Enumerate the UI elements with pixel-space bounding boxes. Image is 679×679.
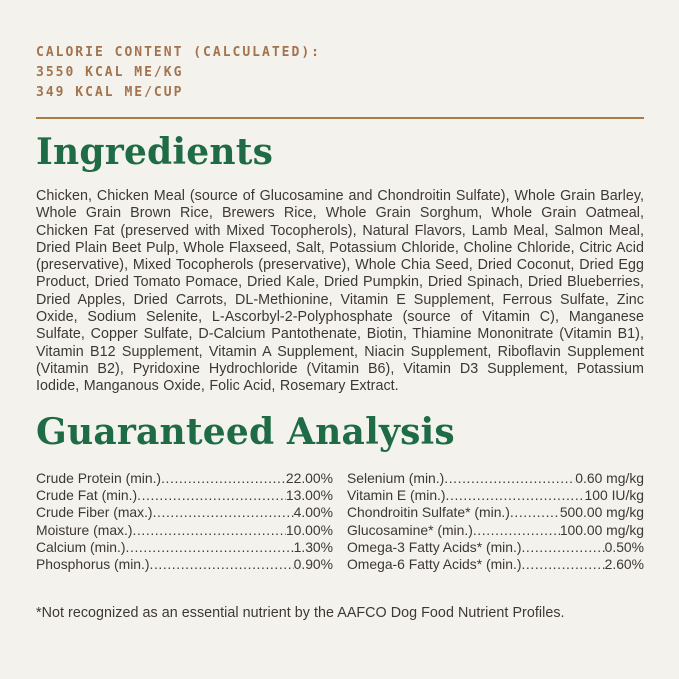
nutrient-value: 22.00% — [285, 469, 333, 486]
nutrient-label: Chondroitin Sulfate* (min.) — [347, 504, 510, 521]
nutrient-label: Crude Fat (min.) — [36, 487, 138, 504]
nutrient-value: 2.60% — [604, 556, 644, 573]
nutrient-label: Crude Protein (min.) — [36, 469, 162, 486]
nutrient-label: Phosphorus (min.) — [36, 556, 150, 573]
nutrient-label: Moisture (max.) — [36, 521, 133, 538]
dot-leader — [473, 522, 560, 539]
dot-leader — [137, 487, 286, 504]
nutrient-label: Glucosamine* (min.) — [347, 521, 473, 538]
nutrient-value: 500.00 mg/kg — [559, 504, 644, 521]
nutrient-label: Vitamin E (min.) — [347, 487, 446, 504]
calorie-content-block — [36, 43, 644, 103]
analysis-right-column — [347, 470, 644, 574]
guaranteed-analysis-table — [36, 470, 644, 574]
analysis-row-omega-6 — [347, 556, 644, 573]
analysis-row-crude-protein — [36, 470, 333, 487]
nutrient-value: 0.60 mg/kg — [575, 469, 644, 486]
analysis-row-crude-fiber — [36, 504, 333, 521]
dot-leader — [132, 522, 285, 539]
analysis-row-crude-fat — [36, 487, 333, 504]
dot-leader — [521, 556, 604, 573]
nutrient-value: 10.00% — [285, 521, 333, 538]
analysis-row-selenium — [347, 470, 644, 487]
analysis-row-phosphorus — [36, 556, 333, 573]
nutrient-value: 1.30% — [293, 539, 333, 556]
calorie-kcal-per-kg: 3550 KCAL ME/KG — [36, 65, 184, 80]
nutrient-value: 4.00% — [293, 504, 333, 521]
ingredients-paragraph: Chicken, Chicken Meal (source of Glucosamine and Chondroitin Sulfate), Whole Grain Barley, Whole Grain Brown Rice, Brewers Rice, Whole Grain Sorghum, Whole Grain Oatmeal, Chicken Fat (preserved with Mixed Tocopherols), Natural Flavors, Lamb Meal, Salmon Meal, Dried Plain Beet Pulp, Whole Flaxseed, Salt, Potassium Chloride, Choline Chloride, Citric Acid (preservative), Mixed Tocopherols (preservative), Whole Chia Seed, Dried Coconut, Dried Egg Product, Dried Tomato Pomace, Dried Kale, Dried Pumpkin, Dried Spinach, Dried Blueberries, Dried Apples, Dried Carrots, DL-Methionine, Vitamin E Supplement, Ferrous Sulfate, Zinc Oxide, Sodium Selenite, L-Ascorbyl-2-Polyphosphate (source of Vitamin C), Manganese Sulfate, Copper Sulfate, D-Calcium Pantothenate, Biotin, Thiamine Mononitrate (Vitamin B1), Vitamin B12 Supplement, Vitamin A Supplement, Niacin Supplement, Riboflavin Supplement (Vitamin B2), Pyridoxine Hydrochloride (Vitamin B6), Vitamin D3 Supplement, Potassium Iodide, Manganous Oxide, Folic Acid, Rosemary Extract. — [36, 188, 644, 395]
dot-leader — [510, 504, 560, 521]
calorie-content-title: CALORIE CONTENT (CALCULATED): — [36, 45, 321, 60]
nutrient-label: Omega-3 Fatty Acids* (min.) — [347, 539, 522, 556]
dot-leader — [153, 504, 294, 521]
analysis-row-glucosamine — [347, 522, 644, 539]
dot-leader — [444, 470, 575, 487]
nutrient-value: 0.50% — [604, 539, 644, 556]
section-divider-rule — [36, 117, 644, 119]
nutrient-label: Omega-6 Fatty Acids* (min.) — [347, 556, 522, 573]
nutrient-value: 0.90% — [293, 556, 333, 573]
nutrient-value: 100.00 mg/kg — [559, 521, 644, 538]
nutrient-value: 13.00% — [285, 487, 333, 504]
dot-leader — [150, 556, 294, 573]
dot-leader — [521, 539, 604, 556]
analysis-left-column — [36, 470, 333, 574]
dot-leader — [161, 470, 286, 487]
analysis-row-omega-3 — [347, 539, 644, 556]
aafco-footnote: *Not recognized as an essential nutrient by the AAFCO Dog Food Nutrient Profiles. — [36, 604, 565, 621]
analysis-row-calcium — [36, 539, 333, 556]
dot-leader — [126, 539, 294, 556]
analysis-row-vitamin-e — [347, 487, 644, 504]
nutrient-value: 100 IU/kg — [584, 487, 644, 504]
nutrient-label: Crude Fiber (max.) — [36, 504, 153, 521]
guaranteed-analysis-heading: Guaranteed Analysis — [36, 410, 455, 453]
dot-leader — [446, 487, 585, 504]
calorie-kcal-per-cup: 349 KCAL ME/CUP — [36, 85, 184, 100]
ingredients-heading: Ingredients — [36, 131, 274, 173]
nutrient-label: Calcium (min.) — [36, 539, 126, 556]
analysis-row-moisture — [36, 522, 333, 539]
analysis-row-chondroitin-sulfate — [347, 504, 644, 521]
nutrient-label: Selenium (min.) — [347, 469, 445, 486]
